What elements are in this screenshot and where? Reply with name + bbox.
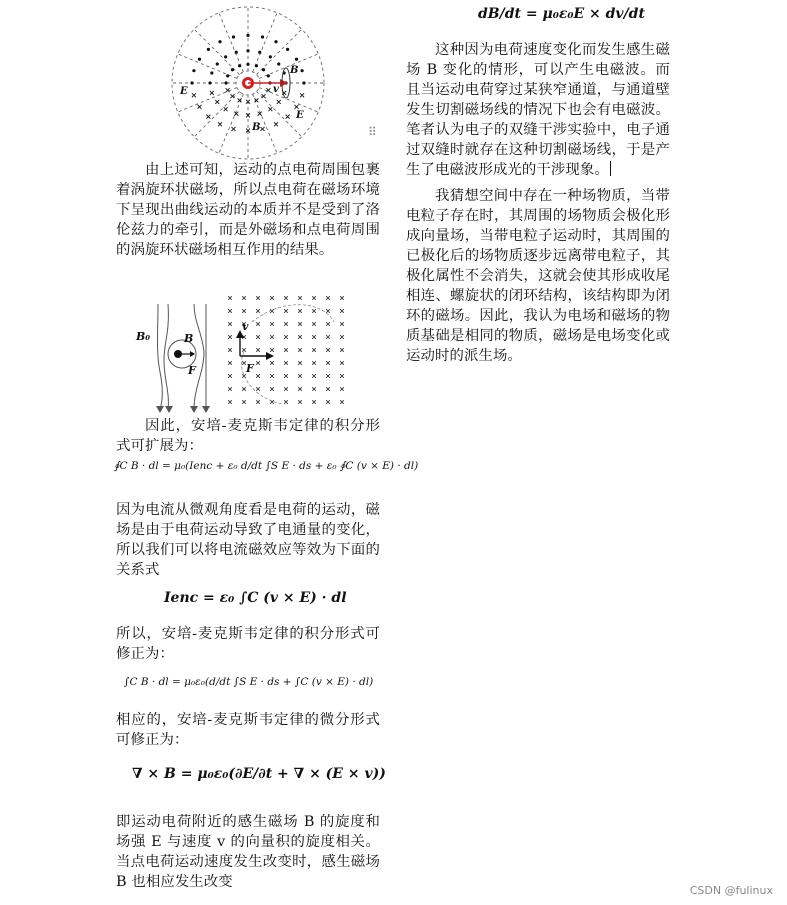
label-b-bottom: B bbox=[252, 122, 261, 133]
label-e-left: E bbox=[180, 86, 188, 97]
left-column-block-3 bbox=[116, 500, 380, 580]
label-f-right: F bbox=[246, 362, 254, 375]
watermark: CSDN @fulinux bbox=[689, 884, 773, 897]
moving-charge-field-figure bbox=[168, 4, 328, 160]
formula-top-right-text: dB/dt = μ₀ε₀E × dv/dt bbox=[478, 6, 645, 22]
drag-handle-icon[interactable]: ⠿ bbox=[368, 125, 377, 139]
velocity-arrow bbox=[280, 79, 288, 87]
left-paragraph-3: 因为电流从微观角度看是电荷的运动，磁场是由于电荷运动导致了电通量的变化，所以我们可以将电流磁效应等效为下面的关系式 bbox=[116, 502, 380, 578]
formula-1 bbox=[114, 460, 418, 472]
left-column bbox=[116, 160, 380, 260]
right-paragraph-2: 我猜想空间中存在一种场物质，当带电粒子存在时，其周围的场物质会极化形成向量场，当带电粒子运动时，其周围的已极化后的场物质逐步远离带电粒子，其极化属性不会消失，这就会使其形成收尾相连、螺旋状的闭环结构，该结构即为闭环的磁场。因此，我认为电场和磁场的物质基础是相同的物质，磁场是电场变化或运动时的派生场。 bbox=[406, 188, 670, 364]
label-e-right: E bbox=[296, 110, 304, 121]
formula-3 bbox=[124, 676, 373, 688]
label-v: v bbox=[273, 84, 279, 95]
formula-1-text: ∮C B · dl = μ₀(Ienc + ε₀ d/dt ∫S E · ds + ε₀ ∮C (v × E) · dl) bbox=[114, 460, 419, 472]
left-paragraph-1: 由上述可知，运动的点电荷周围包裹着涡旋环状磁场，所以点电荷在磁场环境下呈现出曲线运动的本质并不是受到了洛伦兹力的牵引，而是外磁场和点电荷周围的涡旋环状磁场相互作用的结果。 bbox=[116, 162, 380, 258]
left-column-block-5 bbox=[116, 710, 380, 750]
left-paragraph-5: 相应的，安培-麦克斯韦定律的微分形式可修正为： bbox=[116, 712, 380, 748]
right-paragraph-1 bbox=[406, 40, 670, 180]
left-column-block-4 bbox=[116, 624, 380, 664]
label-b-right: B bbox=[290, 65, 299, 76]
right-paragraph-1-text: 这种因为电荷速度变化而发生感生磁场 B 变化的情形，可以产生电磁波。而且当运动电荷穿过某狭窄通道，与通道壁发生切割磁场线的情况下也会有电磁波。笔者认为电子的双缝干涉实验中，电子通过双缝时就存在这种切割磁场线，于是产生了电磁波形成光的干涉现象。 bbox=[406, 42, 670, 178]
label-b0: B₀ bbox=[136, 330, 151, 343]
label-f-left: F bbox=[188, 364, 196, 377]
left-paragraph-2: 因此，安培-麦克斯韦定律的积分形式可扩展为： bbox=[116, 418, 380, 454]
right-column bbox=[406, 40, 670, 366]
left-column-block-2 bbox=[116, 416, 380, 456]
left-column-block-6 bbox=[116, 812, 380, 892]
left-paragraph-4: 所以，安培-麦克斯韦定律的积分形式可修正为： bbox=[116, 626, 380, 662]
formula-4 bbox=[132, 766, 386, 782]
formula-2 bbox=[164, 590, 347, 606]
formula-2-text: Ienc = ε₀ ∫C (v × E) · dl bbox=[164, 590, 347, 606]
formula-3-text: ∫C B · dl = μ₀ε₀(d/dt ∫S E · ds + ∫C (v × E) · dl) bbox=[124, 676, 374, 688]
formula-top-right bbox=[478, 6, 645, 22]
formula-4-text: ∇ × B = μ₀ε₀(∂E/∂t + ∇ × (E × v)) bbox=[132, 766, 386, 782]
charge-in-magnetic-field-figure bbox=[134, 292, 350, 414]
left-paragraph-6: 即运动电荷附近的感生磁场 B 的旋度和场强 E 与速度 v 的向量积的旋度相关。当点电荷运动速度发生改变时，感生磁场 B 也相应发生改变 bbox=[116, 814, 380, 890]
text-cursor bbox=[610, 161, 611, 176]
label-v-mid: v bbox=[242, 320, 249, 333]
label-b-loop: B bbox=[184, 332, 194, 345]
